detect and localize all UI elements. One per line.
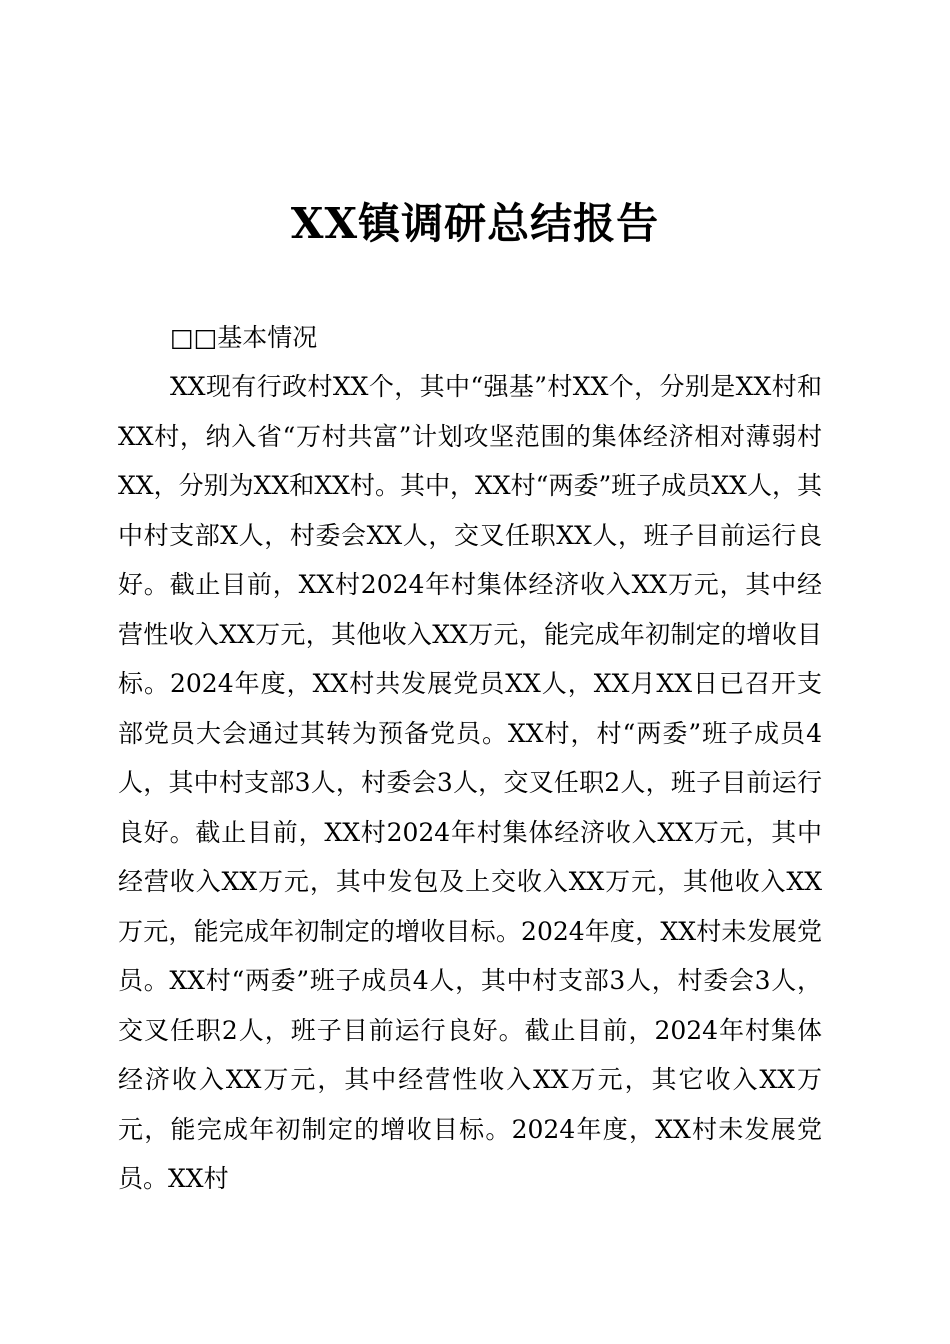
- section-heading: □□基本情况: [170, 323, 318, 352]
- body-paragraph: XX现有行政村XX个，其中“强基”村XX个，分别是XX村和XX村，纳入省“万村共富”计划攻坚范围的集体经济相对薄弱村XX，分别为XX和XX村。其中，XX村“两委”班子成员XX人，其中村支部X人，村委会XX人，交叉任职XX人，班子目前运行良好。截止目前，XX村2024年村集体经济收入XX万元，其中经营性收入XX万元，其他收入XX万元，能完成年初制定的增收目标。2024年度，XX村共发展党员XX人，XX月XX日已召开支部党员大会通过其转为预备党员。XX村，村“两委”班子成员4人，其中村支部3人，村委会3人，交叉任职2人，班子目前运行良好。截止目前，XX村2024年村集体经济收入XX万元，其中经营收入XX万元，其中发包及上交收入XX万元，其他收入XX万元，能完成年初制定的增收目标。2024年度，XX村未发展党员。XX村“两委”班子成员4人，其中村支部3人，村委会3人，交叉任职2人，班子目前运行良好。截止目前，2024年村集体经济收入XX万元，其中经营性收入XX万元，其它收入XX万元，能完成年初制定的增收目标。2024年度，XX村未发展党员。XX村: [118, 372, 822, 1193]
- document-title: XX镇调研总结报告: [290, 199, 660, 248]
